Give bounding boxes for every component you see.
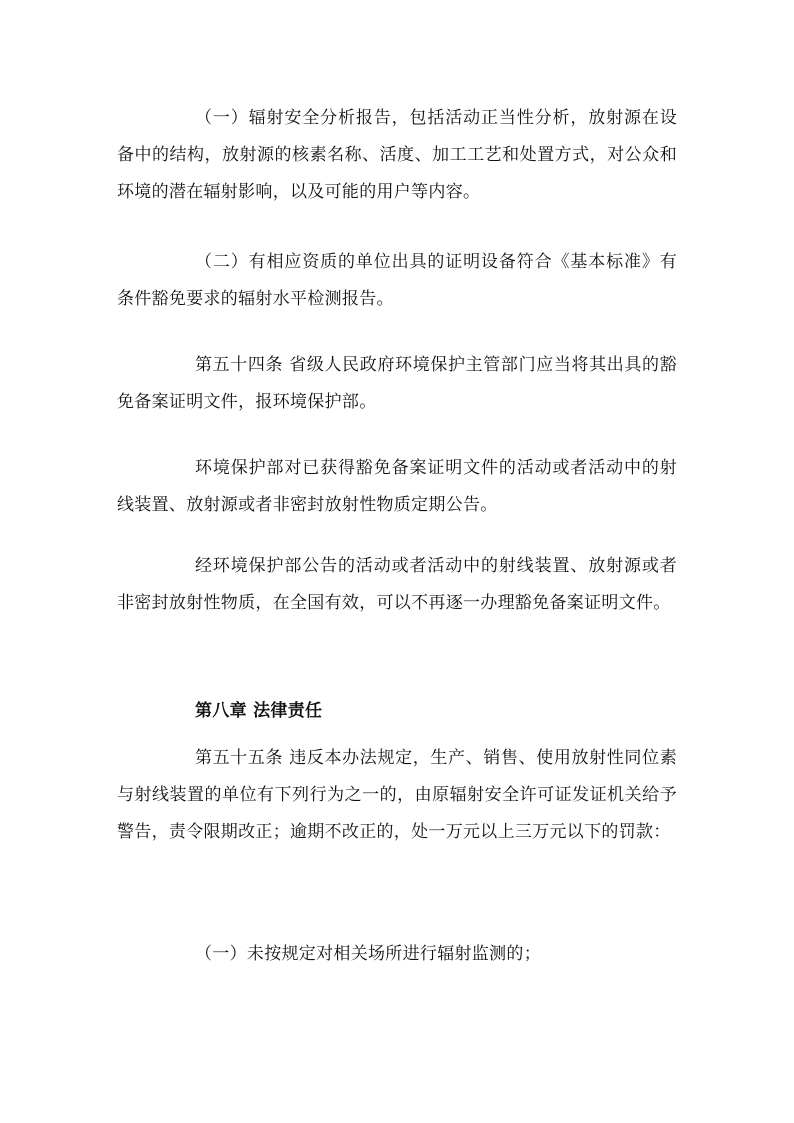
paragraph-periodic-announcement: 环境保护部对已获得豁免备案证明文件的活动或者活动中的射线装置、放射源或者非密封放射性物质定期公告。 xyxy=(117,458,677,515)
paragraph-article-55: 第五十五条 违反本办法规定，生产、销售、使用放射性同位素与射线装置的单位有下列行为之一的，由原辐射安全许可证发证机关给予警告，责令限期改正；逾期不改正的，处一万元以上三万元以下的罚款： xyxy=(117,748,677,842)
paragraph-article-54: 第五十四条 省级人民政府环境保护主管部门应当将其出具的豁免备案证明文件，报环境保护部。 xyxy=(117,355,677,412)
paragraph-nationwide-validity: 经环境保护部公告的活动或者活动中的射线装置、放射源或者非密封放射性物质，在全国有效，可以不再逐一办理豁免备案证明文件。 xyxy=(117,556,677,613)
chapter-heading: 第八章 法律责任 xyxy=(195,701,323,721)
paragraph-monitoring-violation: （一）未按规定对相关场所进行辐射监测的； xyxy=(195,944,541,964)
paragraph-radiation-level-report: （二）有相应资质的单位出具的证明设备符合《基本标准》有条件豁免要求的辐射水平检测报告。 xyxy=(117,252,677,309)
paragraph-safety-analysis-report: （一）辐射安全分析报告，包括活动正当性分析，放射源在设备中的结构，放射源的核素名称、活度、加工工艺和处置方式，对公众和环境的潜在辐射影响，以及可能的用户等内容。 xyxy=(117,108,677,202)
